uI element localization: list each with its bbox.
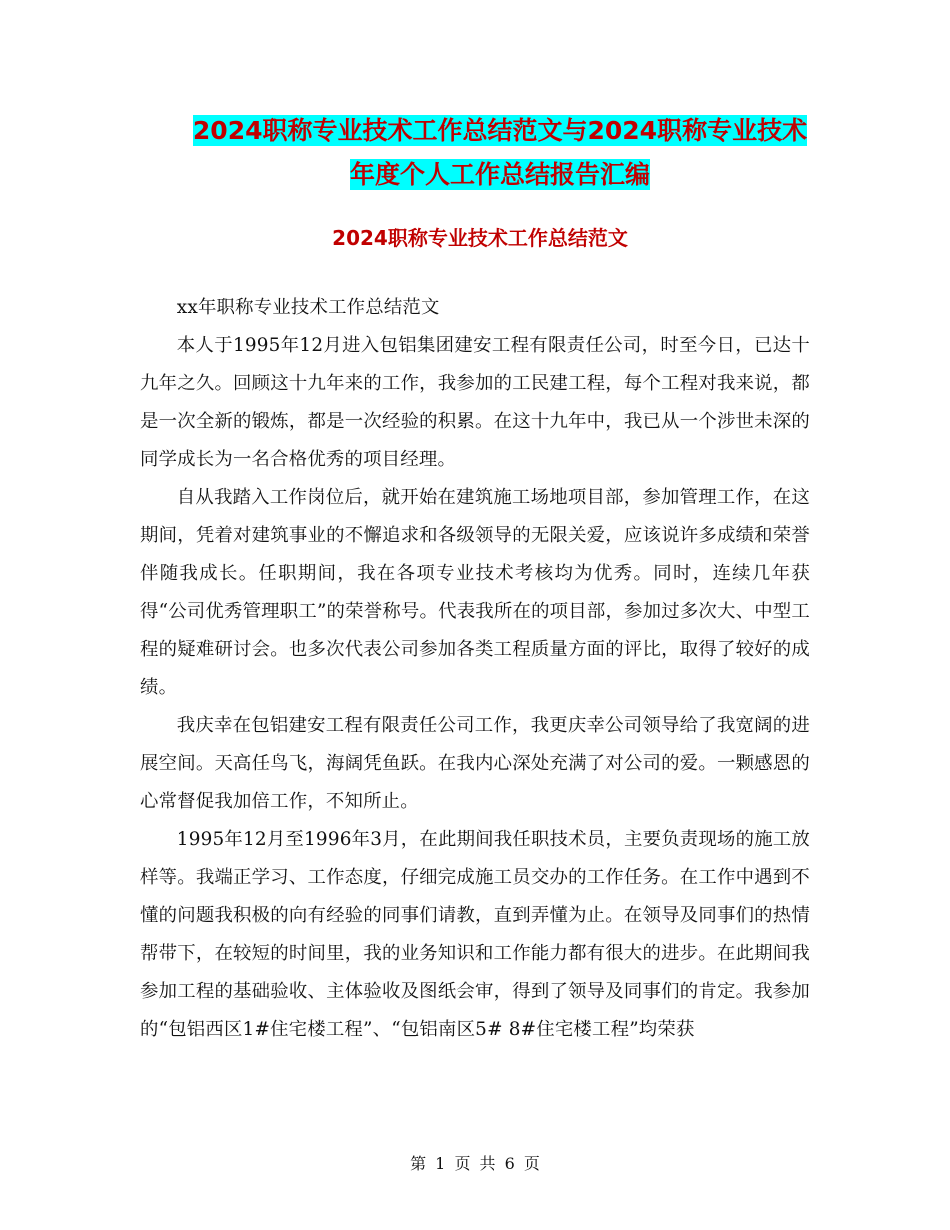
document-body — [140, 289, 810, 1049]
paragraph: 本人于1995年12月进入包铝集团建安工程有限责任公司，时至今日，已达十九年之久。回顾这十九年来的工作，我参加的工民建工程，每个工程对我来说，都是一次全新的锻炼，都是一次经验的积累。在这十九年中，我已从一个涉世未深的同学成长为一名合格优秀的项目经理。 — [140, 335, 810, 470]
page-footer: 第 1 页 共 6 页 — [410, 1154, 540, 1173]
main-title-text-1: 2024职称专业技术工作总结范文与2024职称专业技术 — [192, 116, 808, 145]
paragraph: 我庆幸在包铝建安工程有限责任公司工作，我更庆幸公司领导给了我宽阔的进展空间。天高任鸟飞，海阔凭鱼跃。在我内心深处充满了对公司的爱。一颗感恩的心常督促我加倍工作，不知所止。 — [140, 715, 810, 812]
paragraph: 自从我踏入工作岗位后，就开始在建筑施工场地项目部，参加管理工作，在这期间，凭着对建筑事业的不懈追求和各级领导的无限关爱，应该说许多成绩和荣誉伴随我成长。任职期间，我在各项专业技术考核均为优秀。同时，连续几年获得“公司优秀管理职工”的荣誉称号。代表我所在的项目部，参加过多次大、中型工程的疑难研讨会。也多次代表公司参加各类工程质量方面的评比，取得了较好的成绩。 — [140, 487, 810, 698]
main-title-line-2 — [120, 152, 880, 198]
main-title-line-1 — [120, 108, 880, 154]
paragraph: 1995年12月至1996年3月，在此期间我任职技术员，主要负责现场的施工放样等。我端正学习、工作态度，仔细完成施工员交办的工作任务。在工作中遇到不懂的问题我积极的向有经验的同事们请教，直到弄懂为止。在领导及同事们的热情帮带下，在较短的时间里，我的业务知识和工作能力都有很大的进步。在此期间我参加工程的基础验收、主体验收及图纸会审，得到了领导及同事们的肯定。我参加的“包铝西区1#住宅楼工程”、“包铝南区5# 8#住宅楼工程”均荣获 — [140, 829, 810, 1040]
paragraph: xx年职称专业技术工作总结范文 — [176, 297, 440, 318]
main-title-text-2: 年度个人工作总结报告汇编 — [349, 160, 650, 189]
section-title: 2024职称专业技术工作总结范文 — [332, 226, 628, 250]
